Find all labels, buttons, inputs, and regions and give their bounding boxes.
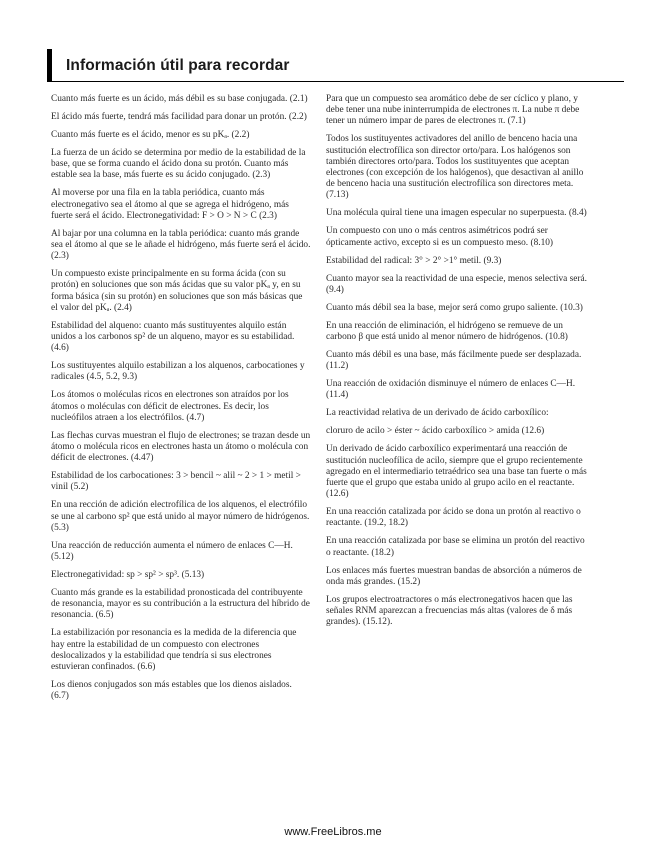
paragraph: La reactividad relativa de un derivado de ácido carboxílico: (326, 408, 549, 419)
paragraph: Estabilidad del radical: 3° > 2° >1° metil. (9.3) (326, 255, 502, 266)
footer-url: www.FreeLibros.me (284, 826, 382, 838)
paragraph: La fuerza de un ácido se determina por medio de la estabilidad de la base, que se forma cuando el ácido dona su protón. Cuanto más estable sea la base, más fuerte es su ácido conjugado. (2.3) (51, 148, 306, 181)
paragraph: En una reacción de eliminación, el hidrógeno se remueve de un carbono β que está unido al menor número de hidrógenos. (10.8) (326, 320, 568, 343)
paragraph: En una rección de adición electrofílica de los alquenos, el electrófilo se une al carbono sp² que está unido al mayor número de hidrógenos. (5.3) (51, 500, 310, 533)
right-column (326, 94, 588, 635)
paragraph: Estabilidad de los carbocationes: 3 > bencil ~ alil ~ 2 > 1 > metil > vinil (5.2) (51, 471, 301, 493)
paragraph: Cuanto más grande es la estabilidad pronosticada del contribuyente de resonancia, mayor es su contribución a la estructura del híbrido de resonancia. (6.5) (51, 588, 310, 621)
paragraph: Estabilidad del alqueno: cuanto más sustituyentes alquilo están unidos a los carbonos sp² de un alqueno, mayor es su estabilidad. (4.6) (51, 320, 295, 354)
paragraph: La estabilización por resonancia es la medida de la diferencia que hay entre la estabilidad de un compuesto con electrones deslocalizados y la estabilidad que tendría si sus electrones estuvieran confinados. (6.6) (51, 628, 297, 673)
paragraph: Un compuesto con uno o más centros asimétricos podrá ser ópticamente activo, excepto si es un compuesto meso. (8.10) (326, 226, 554, 248)
paragraph: En una reacción catalizada por base se elimina un protón del reactivo o reactante. (18.2) (326, 536, 585, 558)
paragraph: Un derivado de ácido carboxílico experimentará una reacción de sustitución nucleofílica de acilo, siempre que el grupo recientemente agregado en el intermediario tetraédrico sea una base tan fuerte o más fuerte que el grupo que estaba unido al grupo acilo en el reactante. (12.6) (326, 444, 587, 500)
paragraph: Una reacción de oxidación disminuye el número de enlaces C—H. (11.4) (326, 379, 576, 401)
paragraph: Los dienos conjugados son más estables que los dienos aislados. (6.7) (51, 680, 292, 702)
paragraph: El ácido más fuerte, tendrá más facilidad para donar un protón. (2.2) (51, 112, 307, 122)
paragraph: Al moverse por una fila en la tabla periódica, cuanto más electronegativo sea el átomo al que se agrega el hidrógeno, más fuerte será el ácido. Electronegatividad: F > O > N > C (2.3) (51, 188, 289, 221)
left-column (51, 94, 311, 709)
paragraph: Las flechas curvas muestran el flujo de electrones; se trazan desde un átomo o molécula ricos en electrones hasta un átomo o molécula con déficit de electrones. (4.47) (51, 430, 311, 464)
paragraph: Los átomos o moléculas ricos en electrones son atraídos por los átomos o moléculas con déficit de electrones. Es decir, los nucleófilos atraen a los electrófilos. (4.7) (51, 390, 289, 423)
paragraph: Cuanto más fuerte es el ácido, menor es su pKₐ. (2.2) (51, 130, 250, 140)
paragraph: Los enlaces más fuertes muestran bandas de absorción a números de onda más grandes. (15.2) (326, 565, 582, 587)
paragraph: Para que un compuesto sea aromático debe de ser cíclico y plano, y debe tener una nube ininterrumpida de electrones π. La nube π debe tener un número impar de pares de electrones π. (7.1) (326, 94, 580, 127)
paragraph: Cuanto mayor sea la reactividad de una especie, menos selectiva será. (9.4) (326, 273, 587, 295)
paragraph: Todos los sustituyentes activadores del anillo de benceno hacia una sustitución electrofílica son director orto/para. Los halógenos son también directores orto/para. Todos los sustituyentes que aceptan electrones (con excepción de los halógenos), que desactivan al anillo de benceno hacia una sustitución electrofílica son directores meta. (7.13) (326, 134, 584, 201)
paragraph: Los grupos electroatractores o más electronegativos hacen que las señales RNM aparezcan a frecuencias más altas (valores de δ más grandes). (15.12). (326, 594, 573, 628)
paragraph: Los sustituyentes alquilo estabilizan a los alquenos, carbocationes y radicales (4.5, 5.2, 9.3) (51, 361, 305, 383)
paragraph: Cuanto más fuerte es un ácido, más débil es su base conjugada. (2.1) (51, 94, 308, 104)
paragraph: Una reacción de reducción aumenta el número de enlaces C—H. (5.12) (51, 540, 293, 563)
paragraph: Cuanto más débil es una base, más fácilmente puede ser desplazada. (11.2) (326, 350, 582, 372)
paragraph: En una reacción catalizada por ácido se dona un protón al reactivo o reactante. (19.2, 18.2) (326, 507, 581, 529)
paragraph: Una molécula quiral tiene una imagen especular no superpuesta. (8.4) (326, 208, 587, 219)
paragraph: cloruro de acilo > éster ~ ácido carboxílico > amida (12.6) (326, 426, 545, 437)
paragraph: Cuanto más débil sea la base, mejor será como grupo saliente. (10.3) (326, 302, 583, 313)
paragraph: Al bajar por una columna en la tabla periódica: cuanto más grande sea el átomo al que se le añade el hidrógeno, más fuerte será el ácido. (2.3) (51, 228, 311, 262)
section-header (47, 49, 624, 82)
paragraph: Un compuesto existe principalmente en su forma ácida (con su protón) en soluciones que son más ácidas que su valor pKₐ y, en su forma básica (sin su protón) en soluciones que son más básicas que el valor del pKₐ. (2.4) (51, 269, 303, 313)
section-title: Información útil para recordar (66, 57, 290, 74)
paragraph: Electronegatividad: sp > sp² > sp³. (5.13) (51, 570, 205, 581)
